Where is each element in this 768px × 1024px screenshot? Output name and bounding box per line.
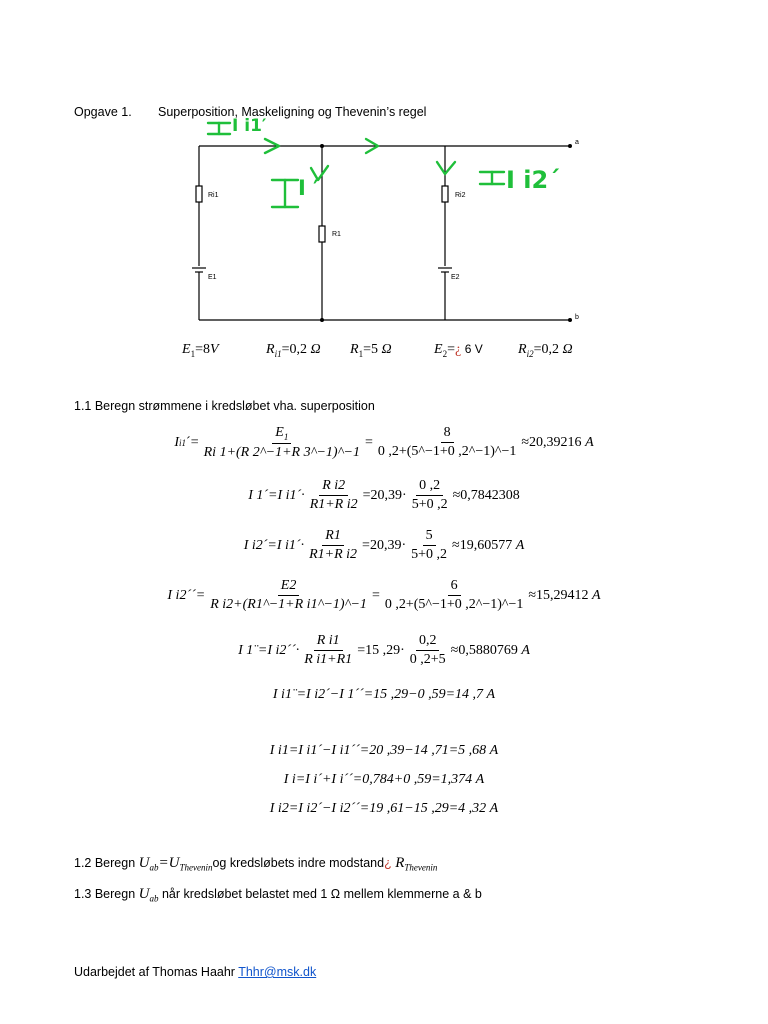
given-r1: $R_1=5$ Ω — [350, 342, 392, 359]
equation-1: I i1 ´ = $\frac{E_1}{Ri 1+(R 2\^{}-1+R 3\^{}-1)\^{}-1}$ = $\frac{8}{0 ,2+(5\^{}-1+0 ,2\^{}-1)\^{}-1}$ ≈20,39216 A — [174, 425, 594, 460]
footer — [74, 965, 316, 979]
footer-author: Udarbejdet af Thomas Haahr — [74, 965, 239, 979]
exercise-number: Opgave 1. — [74, 105, 132, 119]
equation-3: I i2´=I i1´· $\frac{R1}{\text{R1+R i2}}$ =20,39· $\frac{5}{5+0 ,2}$ ≈19,60577 A — [243, 528, 525, 562]
label-node-a: a — [575, 139, 579, 146]
equation-5: I 1¨=I i2´´· $\frac{\text{R i1}}{\text{R i1+R1}}$ =15 ,29· $\frac{0,2}{0 ,2+5}$ ≈0,5880769 A — [238, 633, 530, 667]
equation-8: I i=I i´+I i´´=0,784+0 ,59=1,374 A — [283, 772, 485, 787]
resistor-ri2 — [442, 186, 448, 202]
email-link[interactable]: Thhr@msk.dk — [238, 965, 317, 979]
handwritten-i1: I ′ — [298, 176, 319, 200]
given-e1: $E_1=8V$ — [182, 342, 219, 359]
question-1-1: 1.1 Beregn strømmene i kredsløbet vha. superposition — [74, 399, 375, 413]
label-node-b: b — [575, 314, 579, 321]
resistor-r1 — [319, 226, 325, 242]
terminal-a-dot — [568, 144, 572, 148]
equation-2: I 1´=I i1´· $\frac{\text{R i2}}{\text{R1+R i2}}$ =20,39· $\frac{0 ,2}{5+0 ,2}$ ≈0,7842308 — [248, 478, 520, 512]
question-1-3: 1.3 Beregn $U_{ab}$ når kredsløbet belastet med 1 Ω mellem klemmerne a & b — [74, 886, 482, 904]
equation-7: I i1=I i1´−I i1´´=20 ,39−14 ,71=5 ,68 A — [269, 743, 499, 758]
exercise-title: Superposition, Maskeligning og Thevenin’s regel — [158, 105, 427, 119]
label-e1: E1 — [208, 274, 217, 281]
circuit-diagram — [0, 0, 768, 340]
equation-9: I i2=I i2´−I i2´´=19 ,61−15 ,29=4 ,32 A — [269, 801, 499, 816]
label-r1: R1 — [332, 231, 341, 238]
terminal-b-dot — [568, 318, 572, 322]
handwritten-ii1: I i1′ — [232, 116, 267, 136]
label-ri1: Ri1 — [208, 192, 219, 199]
junction-dot — [320, 318, 324, 322]
question-1-2: 1.2 Beregn $U_{ab}=U_{Thevenin}og$ kredsløbets indre modstand¿ $R_{Thevenin}$ — [74, 855, 438, 873]
arrow-ii2-down — [437, 162, 455, 174]
equation-4: I i2´´= $\frac{E2}{\text{R i2+(R1\textasciicircum{}−1+R i1\textasciicircum{}−1)\textasciicircum{}−1}}$ = $\frac{6}{0 ,2+(5\^{}-1+0 ,2\^{}-1)\^{}-1}$ ≈15,29412 A — [167, 578, 601, 612]
label-ri2: Ri2 — [455, 192, 466, 199]
handwritten-ii2: I i2´ — [506, 166, 561, 194]
given-ri2: $R_{i2}=0,2$ Ω — [518, 342, 573, 359]
equation-6: I i1¨=I i2´−I 1´´=15 ,29−0 ,59=14 ,7 A — [272, 687, 496, 702]
junction-dot — [320, 144, 324, 148]
given-e2: $E_2=¿$ 6 V — [434, 342, 483, 359]
resistor-ri1 — [196, 186, 202, 202]
label-e2: E2 — [451, 274, 460, 281]
given-ri1: $R_{i1}=0,2$ Ω — [266, 342, 321, 359]
